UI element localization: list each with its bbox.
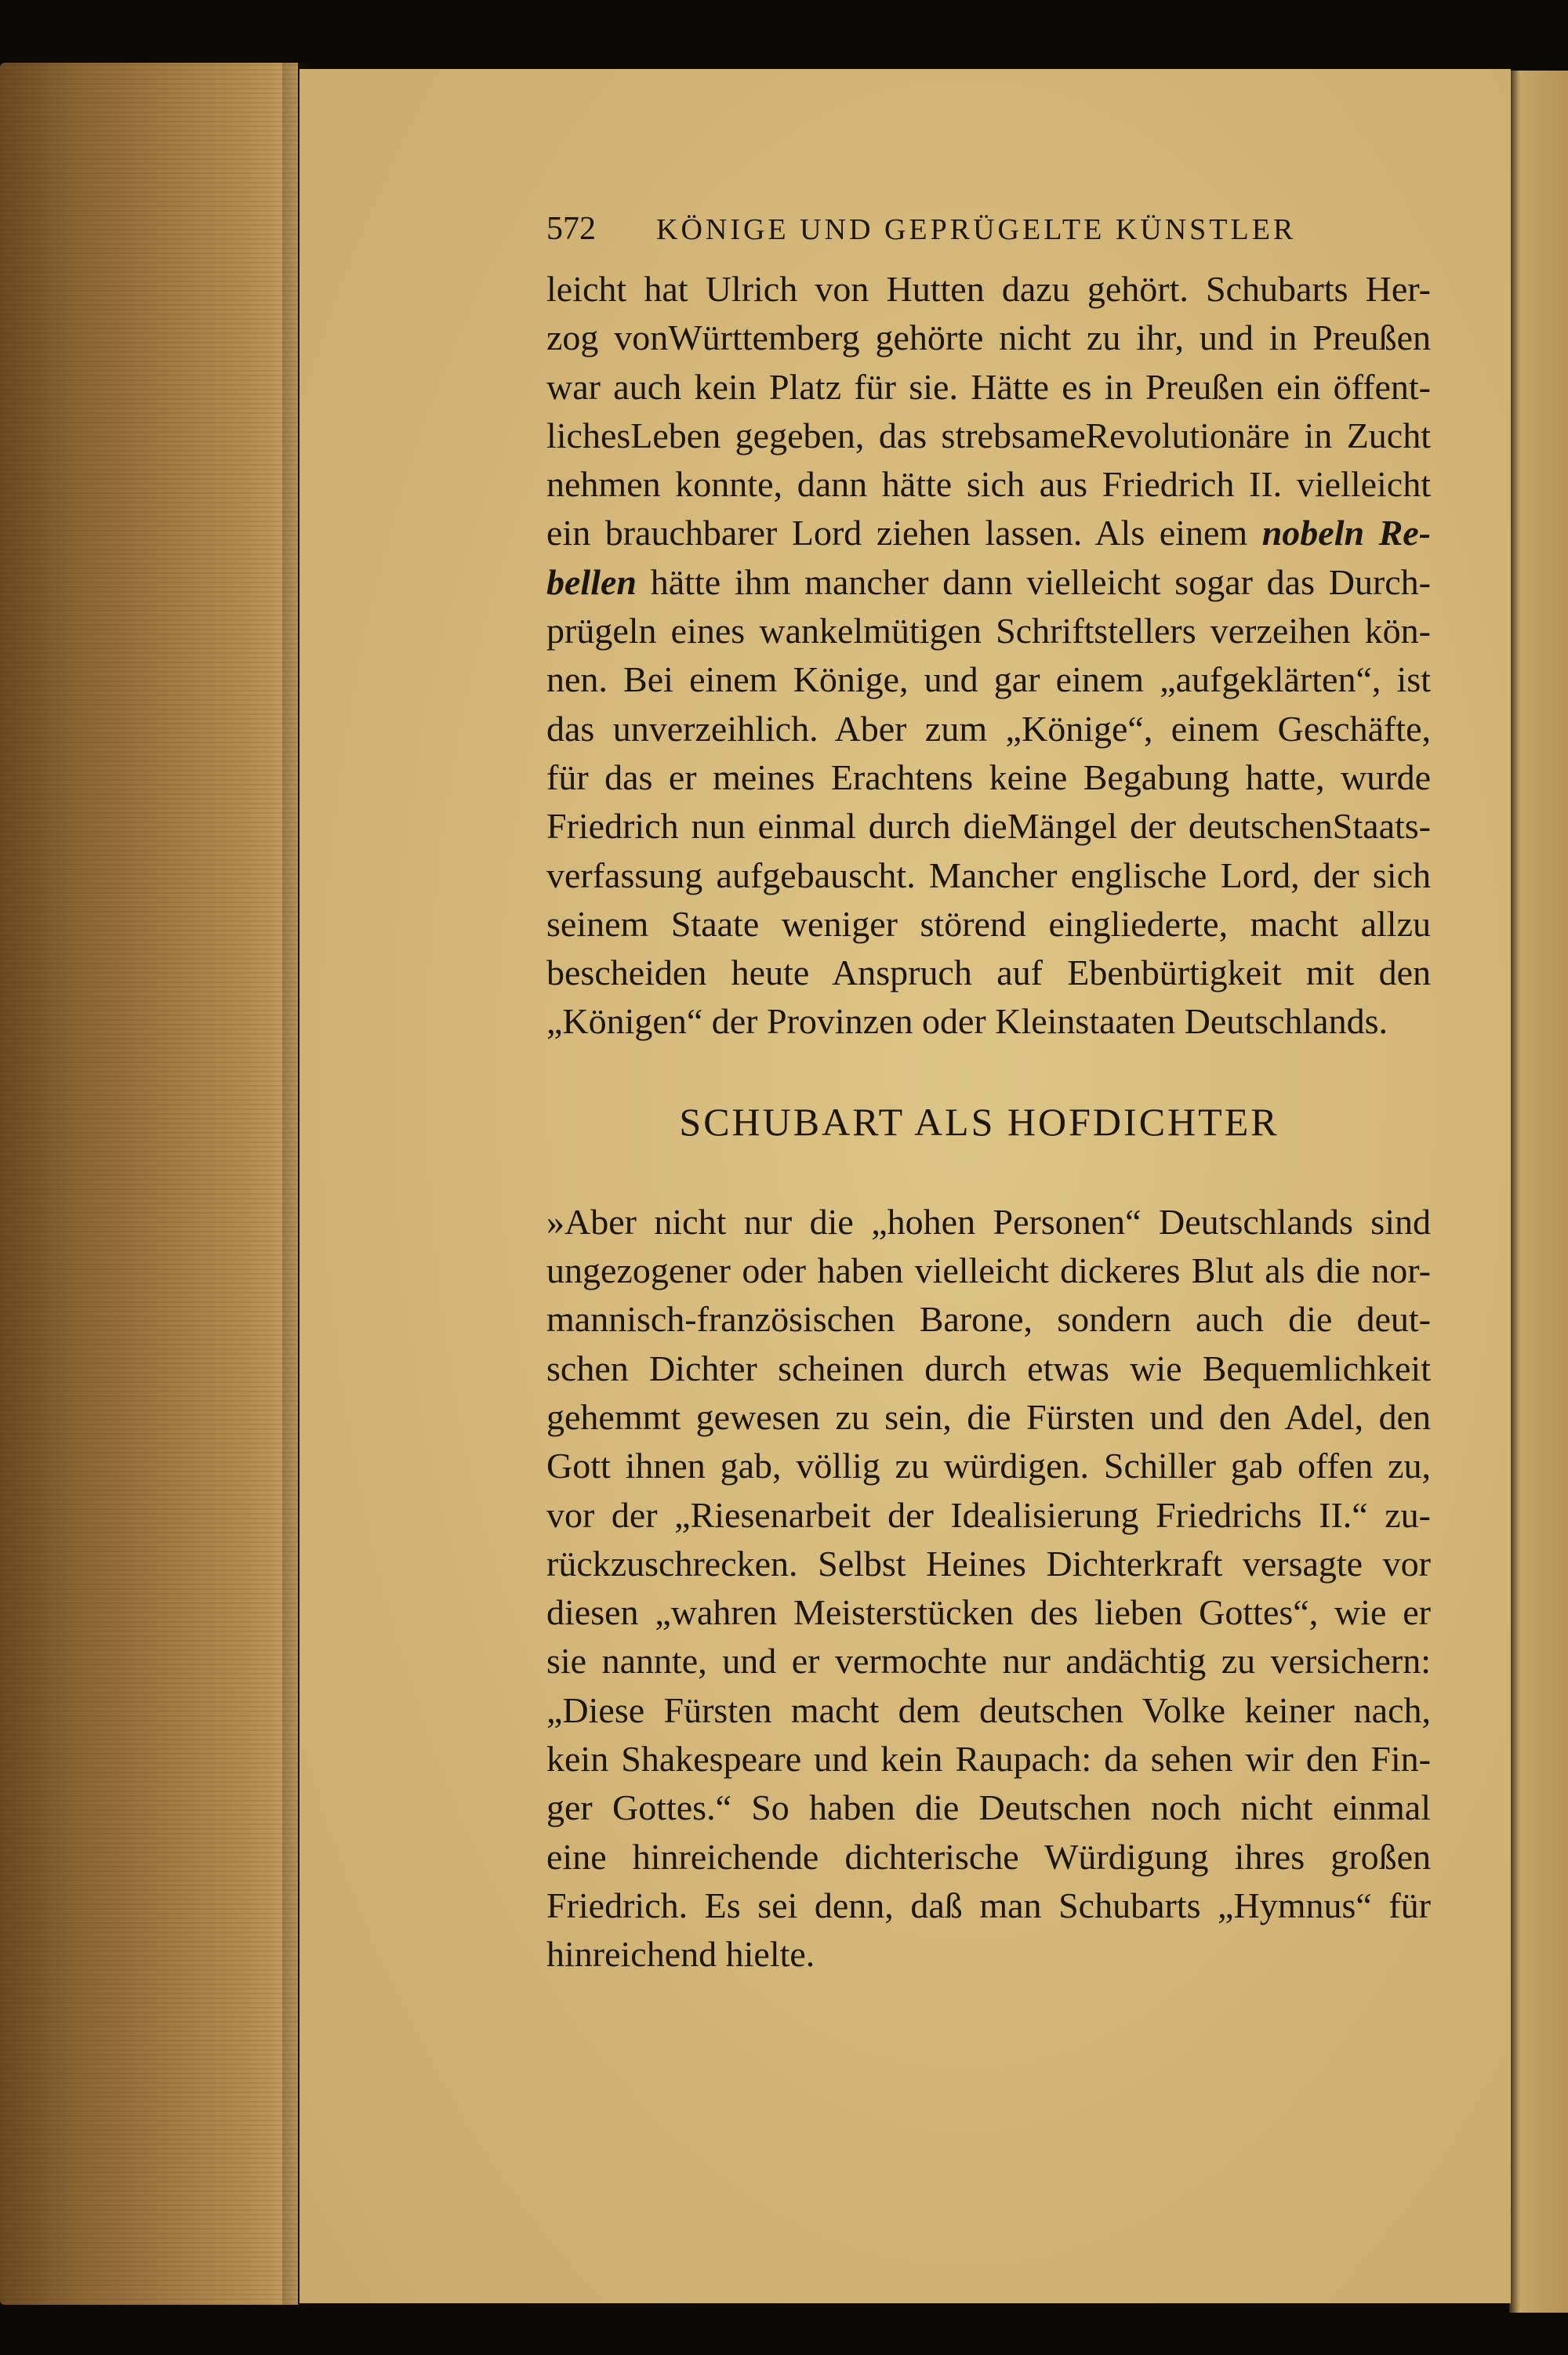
text-line: gehemmt gewesen zu sein, die Fürsten und den Adel, den <box>546 1396 1431 1437</box>
text-line <box>546 509 1431 557</box>
text-line: prügeln eines wankelmütigen Schriftstellers verzeihen kön- <box>546 611 1431 651</box>
text-line: leicht hat Ulrich von Hutten dazu gehört. Schubarts Her- <box>546 269 1431 309</box>
running-title: KÖNIGE UND GEPRÜGELTE KÜNSTLER <box>656 213 1297 246</box>
text-line: kein Shakespeare und kein Raupach: da sehen wir den Fin- <box>546 1739 1431 1780</box>
text-line: vor der „Riesenarbeit der Idealisierung Friedrichs II.“ zu- <box>546 1494 1431 1535</box>
page-number: 572 <box>546 211 596 247</box>
text-line: zog vonWürttemberg gehörte nicht zu ihr, und in Preußen <box>546 318 1431 358</box>
section-heading: SCHUBART ALS HOFDICHTER <box>679 1099 1279 1144</box>
text-line: nen. Bei einem Könige, und gar einem „aufgeklärten“, ist <box>546 659 1431 700</box>
running-header <box>546 210 1431 265</box>
text-line: verfassung aufgebauscht. Mancher englische Lord, der sich <box>546 855 1431 895</box>
text-line-segment: hätte ihm mancher dann vielleicht sogar das Durch- <box>650 561 1432 602</box>
text-line: bescheiden heute Anspruch auf Ebenbürtigkeit mit den <box>546 953 1431 993</box>
text-line <box>546 558 1431 607</box>
text-line: hinreichend hielte. <box>546 1934 815 1975</box>
text-line: war auch kein Platz für sie. Hätte es in Preußen ein öffent- <box>546 366 1431 407</box>
text-line: lichesLeben gegeben, das strebsameRevolutionäre in Zucht <box>546 415 1431 455</box>
italic-phrase: nobeln Re- <box>1261 513 1432 553</box>
text-line: schen Dichter scheinen durch etwas wie Bequemlichkeit <box>546 1348 1431 1388</box>
text-line: rückzuschrecken. Selbst Heines Dichterkraft versagte vor <box>546 1543 1431 1584</box>
text-line: diesen „wahren Meisterstücken des lieben Gottes“, wie er <box>546 1592 1431 1633</box>
text-line: seinem Staate weniger störend eingliederte, macht allzu <box>546 903 1431 944</box>
paragraph-2 <box>546 1198 1431 1979</box>
text-line: eine hinreichende dichterische Würdigung ihres großen <box>546 1836 1431 1877</box>
text-line: „Königen“ der Provinzen oder Kleinstaaten Deutschlands. <box>546 1001 1388 1042</box>
text-line: ger Gottes.“ So haben die Deutschen noch nicht einmal <box>546 1787 1431 1828</box>
text-line: Friedrich nun einmal durch dieMängel der deutschenStaats- <box>546 806 1431 847</box>
text-line-segment: ein brauchbarer Lord ziehen lassen. Als einem <box>546 513 1248 553</box>
text-line: das unverzeihlich. Aber zum „Könige“, einem Geschäfte, <box>546 708 1431 749</box>
text-line: für das er meines Erachtens keine Begabung hatte, wurde <box>546 757 1431 797</box>
book-page-edges <box>0 63 298 2305</box>
paragraph-1 <box>546 265 1431 1047</box>
text-line: ungezogener oder haben vielleicht dickeres Blut als die nor- <box>546 1250 1431 1291</box>
text-line: »Aber nicht nur die „hohen Personen“ Deutschlands sind <box>546 1201 1431 1242</box>
facing-page-edge <box>1509 71 1568 2313</box>
text-line: Gott ihnen gab, völlig zu würdigen. Schiller gab offen zu, <box>546 1446 1431 1486</box>
text-line: mannisch-französischen Barone, sondern auch die deut- <box>546 1299 1431 1340</box>
text-block <box>546 210 1431 1979</box>
italic-phrase: bellen <box>546 561 637 602</box>
text-line: nehmen konnte, dann hätte sich aus Friedrich II. vielleicht <box>546 464 1431 505</box>
text-line: sie nannte, und er vermochte nur andächtig zu versichern: <box>546 1641 1431 1682</box>
text-line: Friedrich. Es sei denn, daß man Schubarts „Hymnus“ für <box>546 1885 1431 1925</box>
text-line: „Diese Fürsten macht dem deutschen Volke keiner nach, <box>546 1689 1431 1730</box>
